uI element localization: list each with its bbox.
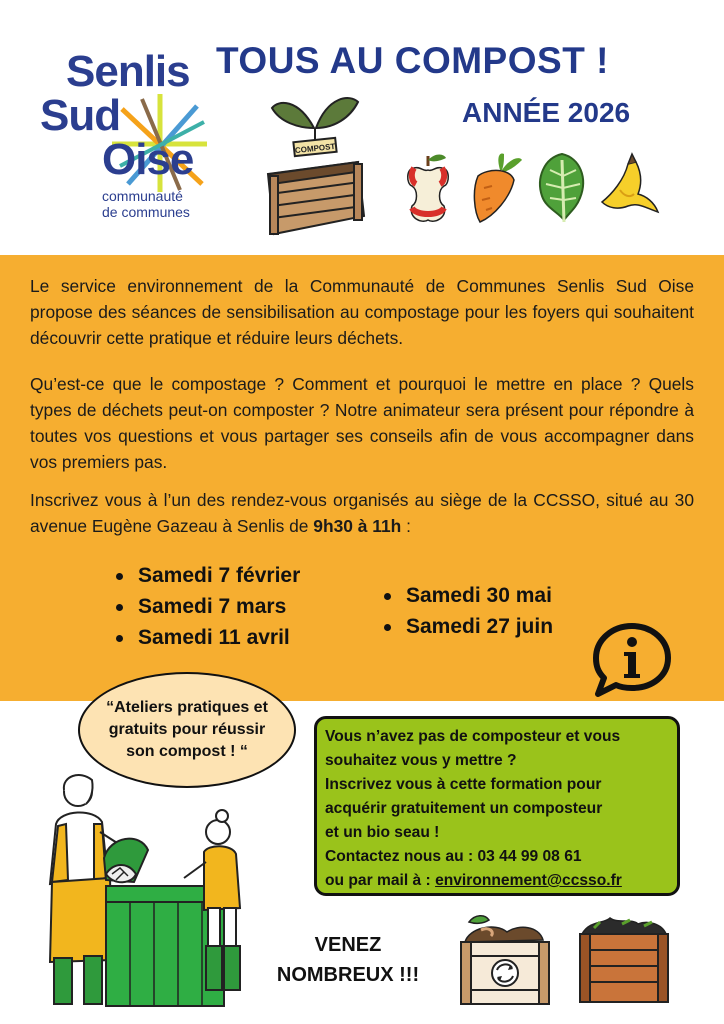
bubble-line-2: gratuits pour réussir (108, 721, 266, 738)
closing-message (268, 930, 428, 990)
compost-bin-icon (258, 88, 370, 240)
recycle-crate-icon (455, 912, 555, 1008)
banana-peel-icon (598, 150, 664, 226)
contact-line-1: Vous n’avez pas de composteur et vous (325, 728, 621, 745)
contact-phone: Contactez nous au : 03 44 99 08 61 (325, 848, 582, 865)
apple-core-icon (402, 150, 454, 226)
intro-paragraph-2: Qu’est-ce que le compostage ? Comment et pourquoi le mettre en place ? Quels types de déchets peut-on composter ? Notre animateur sera présent pour répondre à toutes vos questions et vous partager ses conseils afin de vous accompagner dans vos premiers pas. (30, 374, 694, 472)
info-icon (590, 620, 674, 700)
year-subtitle: ANNÉE 2026 (462, 97, 631, 128)
contact-line-2: souhaitez vous y mettre ? (325, 752, 517, 769)
date-item: Samedi 27 juin (378, 611, 553, 642)
intro-paragraph-1: Le service environnement de la Communauté de Communes Senlis Sud Oise propose des séances de sensibilisation au compostage pour les foyers qui souhaitent découvrir cette pratique et réduire leurs déchets. (30, 276, 694, 348)
contact-line-3: Inscrivez vous à cette formation pour (325, 776, 602, 793)
logo-subtitle-line1: communauté (102, 188, 183, 204)
logo-word-oise: Oise (102, 135, 194, 184)
bubble-line-1: “Ateliers pratiques et (106, 699, 268, 716)
logo-word-sud: Sud (40, 91, 121, 140)
contact-line-5: et un bio seau ! (325, 824, 440, 841)
closing-line-1: VENEZ (314, 934, 382, 956)
compost-crate-icon (574, 914, 674, 1006)
contact-box (314, 716, 680, 896)
lettuce-leaf-icon (534, 150, 590, 226)
email-prefix: ou par mail à : (325, 872, 436, 889)
intro-paragraph-3 (30, 487, 694, 539)
dates-list-left (110, 560, 300, 653)
contact-line-4: acquérir gratuitement un composteur (325, 800, 603, 817)
paragraph-3-end: : (401, 516, 411, 536)
logo-subtitle-line2: de communes (102, 204, 190, 220)
logo-word-senlis: Senlis (66, 47, 190, 96)
logo-subtitle (102, 188, 190, 220)
compost-sign-label: COMPOST (294, 141, 336, 156)
date-item: Samedi 7 février (110, 560, 300, 591)
page-title: TOUS AU COMPOST ! (216, 40, 609, 81)
date-item: Samedi 7 mars (110, 591, 300, 622)
carrot-icon (470, 150, 526, 226)
closing-line-2: NOMBREUX !!! (276, 964, 420, 986)
ccsso-logo (36, 44, 226, 224)
date-item: Samedi 11 avril (110, 622, 300, 653)
header (0, 0, 724, 255)
paragraph-3-text: Inscrivez vous à l’un des rendez-vous organisés au siège de la CCSSO, situé au 30 avenue Eugène Gazeau à Senlis de (30, 490, 694, 536)
dates-list-right (378, 580, 553, 642)
date-item: Samedi 30 mai (378, 580, 553, 611)
session-hours: 9h30 à 11h (313, 516, 402, 536)
email-link[interactable]: environnement@ccsso.fr (435, 872, 622, 889)
bubble-line-3: son compost ! “ (126, 743, 248, 760)
contact-email-line (325, 869, 669, 893)
people-composting-illustration (36, 770, 266, 1010)
